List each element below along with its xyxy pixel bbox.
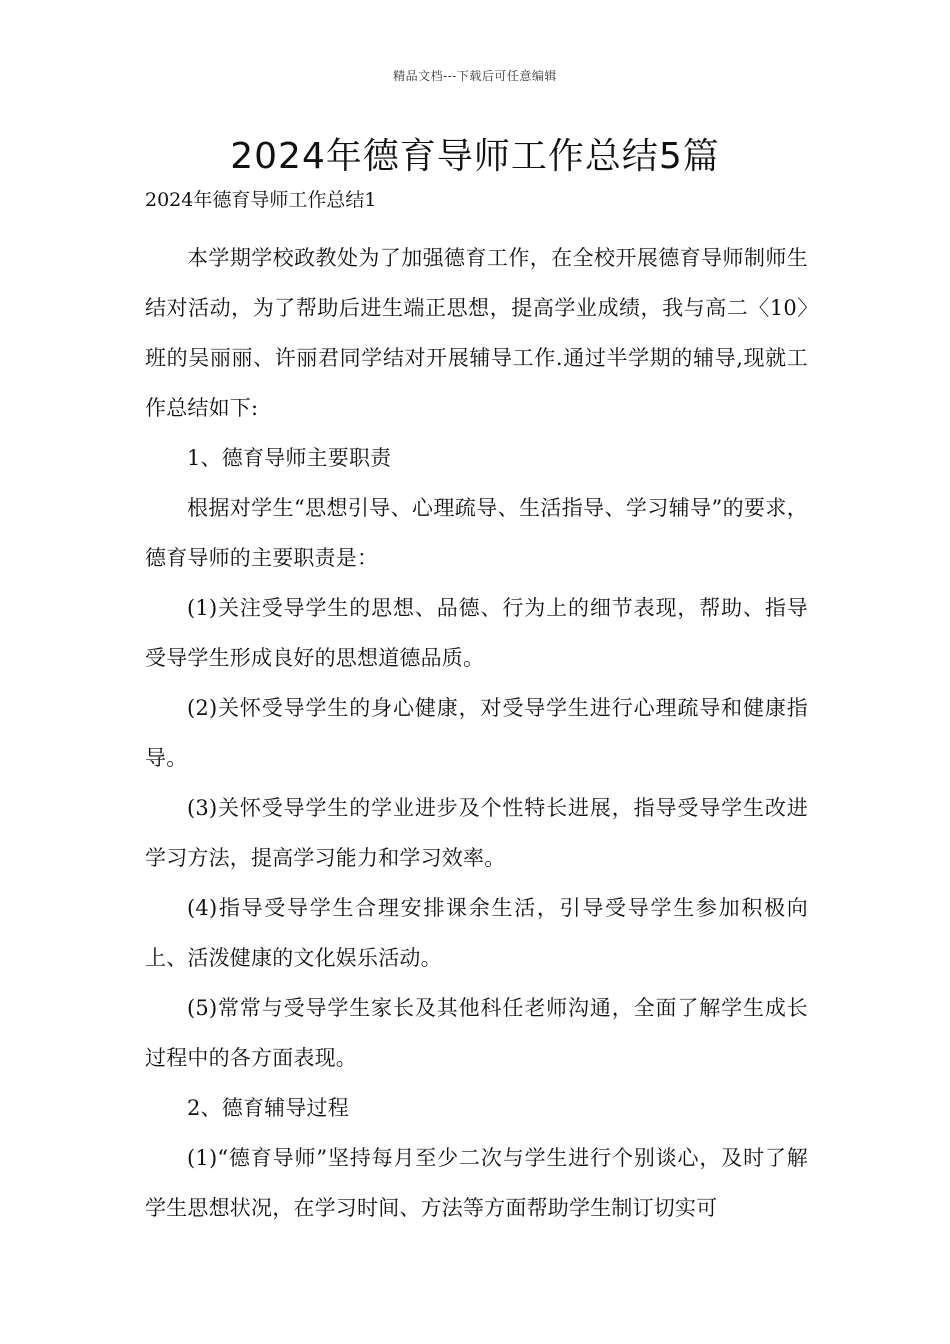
paragraph: 1、德育导师主要职责 xyxy=(187,446,392,470)
paragraph: (1)关注受导学生的思想、品德、行为上的细节表现，帮助、指导受导学生形成良好的思想道德品质。 xyxy=(145,596,808,670)
paragraph: (3)关怀受导学生的学业进步及个性特长进展，指导受导学生改进学习方法，提高学习能力和学习效率。 xyxy=(145,796,808,870)
paragraph: (2)关怀受导学生的身心健康，对受导学生进行心理疏导和健康指导。 xyxy=(145,696,808,770)
section-title: 2024年德育导师工作总结1 xyxy=(145,189,377,211)
paragraph: 本学期学校政教处为了加强德育工作，在全校开展德育导师制师生结对活动，为了帮助后进生端正思想，提高学业成绩，我与高二〈10〉班的吴丽丽、许丽君同学结对开展辅导工作.通过半学期的辅导,现就工作总结如下: xyxy=(145,246,808,420)
header-note: 精品文档---下载后可任意编辑 xyxy=(393,69,557,83)
document-title: 2024年德育导师工作总结5篇 xyxy=(230,136,720,177)
paragraph: (1)“德育导师”坚持每月至少二次与学生进行个别谈心，及时了解学生思想状况，在学习时间、方法等方面帮助学生制订切实可 xyxy=(145,1146,808,1220)
paragraph: 2、德育辅导过程 xyxy=(187,1096,349,1120)
paragraph: 根据对学生“思想引导、心理疏导、生活指导、学习辅导”的要求，德育导师的主要职责是： xyxy=(145,496,808,570)
paragraph: (5)常常与受导学生家长及其他科任老师沟通，全面了解学生成长过程中的各方面表现。 xyxy=(145,996,808,1070)
document-body xyxy=(145,184,808,1233)
paragraph: (4)指导受导学生合理安排课余生活，引导受导学生参加积极向上、活泼健康的文化娱乐活动。 xyxy=(145,896,808,970)
